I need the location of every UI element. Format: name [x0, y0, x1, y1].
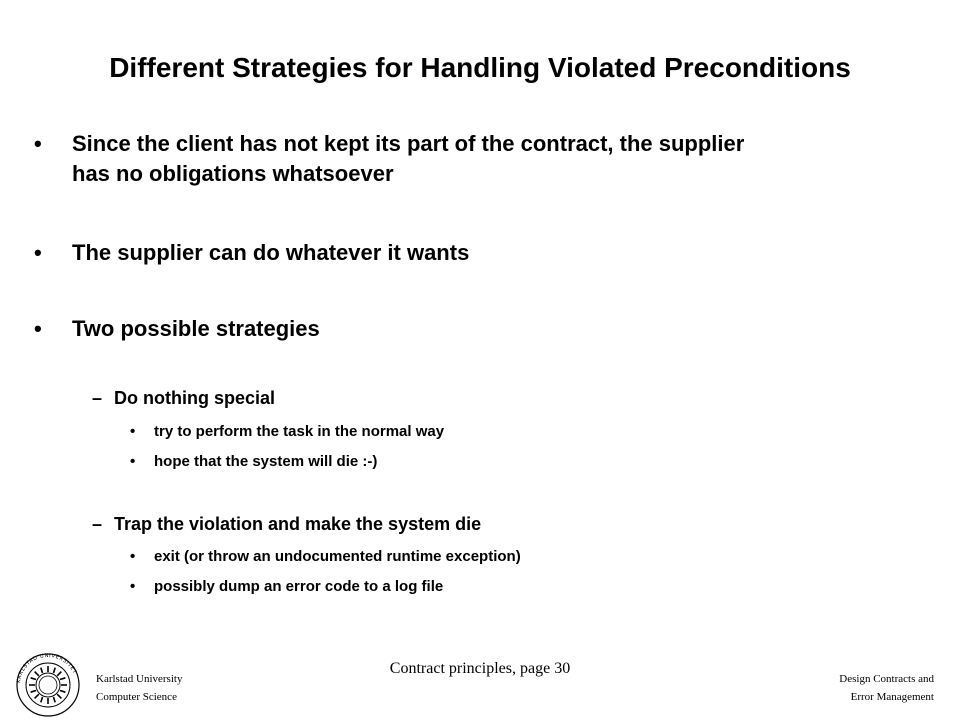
bullet-text-line1: Since the client has not kept its part of the contract, the supplier — [72, 131, 745, 156]
bullet-text-line2: has no obligations whatsoever — [72, 161, 394, 186]
bullet-mark: • — [130, 423, 136, 440]
footer-course-line1: Design Contracts and — [839, 673, 934, 685]
bullet-mark: • — [34, 316, 42, 341]
bullet-text: The supplier can do whatever it wants — [72, 240, 470, 265]
bullet-mark: • — [130, 578, 136, 595]
sub-sub-bullet-text: hope that the system will die :-) — [154, 453, 378, 470]
dash-mark: – — [92, 514, 103, 534]
footer-course-line2: Error Management — [850, 691, 934, 703]
bullet-mark: • — [34, 240, 42, 265]
footer-right — [839, 670, 934, 706]
slide-title: Different Strategies for Handling Violated Preconditions — [109, 52, 851, 83]
logo-lettering: KARLSTAD UNIVERSITET — [16, 652, 78, 684]
bullet-mark: • — [34, 131, 42, 156]
footer-page-label: Contract principles, page 30 — [389, 660, 571, 677]
sub-sub-bullet-text: try to perform the task in the normal way — [154, 423, 445, 440]
dash-mark: – — [92, 388, 103, 408]
bullet-mark: • — [130, 453, 136, 470]
sub-sub-bullet-text: possibly dump an error code to a log file — [154, 578, 444, 595]
footer-university: Karlstad University — [96, 673, 183, 685]
sub-sub-bullet-text: exit (or throw an undocumented runtime exception) — [154, 548, 521, 565]
bullet-text: Two possible strategies — [72, 316, 320, 341]
sub-bullet-text: Do nothing special — [114, 388, 276, 408]
footer-department: Computer Science — [96, 691, 177, 703]
bullet-mark: • — [130, 548, 136, 565]
sub-bullet-text: Trap the violation and make the system die — [114, 514, 482, 534]
